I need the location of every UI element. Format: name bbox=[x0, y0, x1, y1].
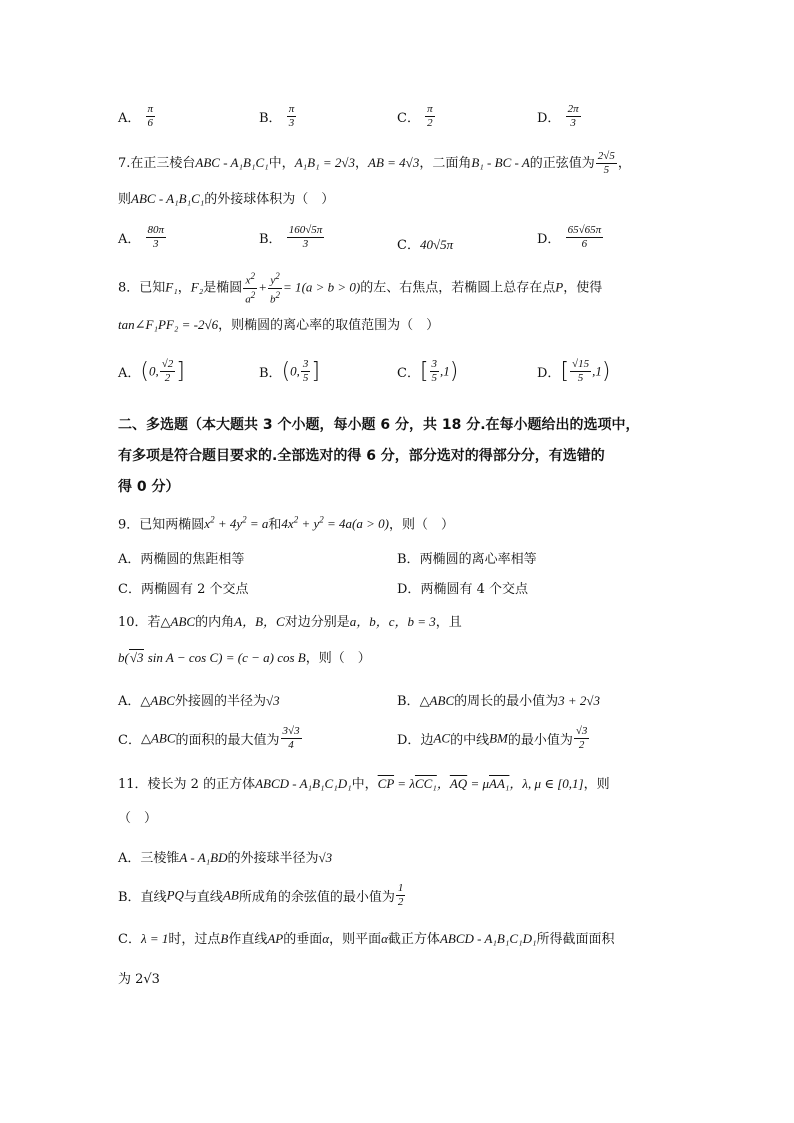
q10-stem-line1 bbox=[118, 615, 462, 629]
q10-option-d bbox=[397, 725, 590, 752]
q9-stem bbox=[118, 516, 454, 531]
text: ，则椭圆的离心率的取值范围为（ ） bbox=[218, 318, 440, 333]
q7-option-d bbox=[537, 224, 604, 251]
math: tan∠F₁PF₂ = -2√6 bbox=[118, 317, 219, 332]
fraction bbox=[287, 224, 325, 251]
math: AB = 4√3 bbox=[368, 155, 420, 170]
fraction bbox=[146, 224, 167, 251]
math: = 1 bbox=[283, 279, 302, 295]
denominator: $b^2$ bbox=[270, 289, 281, 306]
option-text: 所得截面面积 bbox=[536, 932, 615, 947]
math: ABCD - A₁B₁C₁D₁ bbox=[255, 776, 352, 791]
denominator: 3 bbox=[288, 117, 295, 129]
math: A - A₁BD bbox=[179, 850, 228, 865]
denominator: 3 bbox=[153, 238, 159, 250]
math: $4x^2 + y^2 = 4a(a > 0)$ bbox=[281, 515, 389, 532]
numerator: 2π bbox=[567, 103, 579, 115]
text: 的左、右焦点，若椭圆上总存在点 bbox=[360, 280, 556, 296]
math: ABCD - A₁B₁C₁D₁ bbox=[439, 931, 537, 946]
q10-option-c bbox=[118, 725, 303, 752]
math: F₁ bbox=[165, 279, 178, 295]
math: λ = 1 bbox=[140, 931, 169, 946]
fraction bbox=[574, 725, 590, 752]
option-text: 两椭圆有 2 个交点 bbox=[140, 582, 249, 597]
option-text: 的最小值为 bbox=[507, 733, 573, 748]
option-text: 的面积的最大值为 bbox=[175, 733, 280, 748]
fraction bbox=[430, 358, 440, 385]
fraction bbox=[566, 103, 581, 130]
fraction bbox=[566, 224, 604, 251]
option-text: 作直线 bbox=[228, 932, 268, 947]
math: (a > b > 0) bbox=[301, 279, 361, 295]
math: △ABC bbox=[419, 693, 455, 708]
q11-option-c-line1 bbox=[118, 932, 615, 946]
text: 10．若 bbox=[118, 615, 161, 630]
math: 0, bbox=[290, 363, 300, 379]
math: + bbox=[258, 279, 268, 295]
open-paren: ( bbox=[140, 359, 149, 384]
math: $\overline{CP} = \lambda CC_1$，$\overline{AQ} = \mu AA_1$， bbox=[377, 776, 523, 791]
fraction bbox=[160, 358, 176, 385]
fraction bbox=[243, 270, 257, 306]
option-letter: A． bbox=[118, 111, 141, 126]
section-header-line3: 得 0 分） bbox=[118, 479, 180, 495]
fraction bbox=[596, 150, 617, 177]
option-letter: B． bbox=[397, 552, 420, 567]
math: F₂ bbox=[190, 279, 204, 295]
text: 的外接球体积为（ ） bbox=[204, 192, 335, 207]
numerator: 2√5 bbox=[597, 150, 615, 162]
text: 中， bbox=[268, 156, 295, 171]
math: ABC - A₁B₁C₁ bbox=[131, 191, 205, 206]
denominator: 5 bbox=[302, 372, 309, 384]
section-header-line1: 二、多选题（本大题共 3 个小题，每小题 6 分，共 18 分.在每小题给出的选项中， bbox=[118, 417, 640, 433]
open-bracket: [ bbox=[560, 359, 570, 384]
math: λ, μ ∈ [0,1] bbox=[522, 776, 584, 791]
text: 是椭圆 bbox=[203, 280, 243, 296]
q9-option-d bbox=[397, 583, 528, 596]
numerator: √2 bbox=[161, 358, 174, 370]
q7-option-b bbox=[259, 224, 325, 251]
option-letter: A． bbox=[118, 366, 141, 381]
open-bracket: [ bbox=[419, 359, 429, 384]
numerator: 80π bbox=[147, 224, 165, 236]
option-letter: D． bbox=[397, 582, 421, 597]
q9-option-b bbox=[397, 553, 537, 566]
denominator: 3 bbox=[302, 238, 309, 250]
denominator: 2 bbox=[427, 117, 433, 129]
denominator: 6 bbox=[147, 117, 154, 129]
fraction bbox=[425, 103, 435, 130]
option-text: 直线 bbox=[140, 890, 167, 905]
q7-stem-line2 bbox=[118, 192, 334, 206]
text: ，二面角 bbox=[419, 156, 472, 171]
numerator: 3 bbox=[302, 358, 309, 370]
math: A₁B₁ = 2√3 bbox=[294, 155, 356, 170]
numerator: $y^2$ bbox=[268, 270, 282, 289]
option-text: 截正方体 bbox=[387, 932, 440, 947]
numerator: 3 bbox=[431, 358, 438, 370]
text: ，则（ ） bbox=[388, 517, 454, 533]
denominator: 5 bbox=[577, 372, 584, 384]
q10-option-a bbox=[118, 694, 280, 708]
math: b(√3 sin A − cos C) = (c − a) cos B bbox=[118, 650, 306, 665]
math: P bbox=[555, 279, 564, 295]
option-letter: B． bbox=[259, 366, 282, 381]
q7-option-a bbox=[118, 224, 167, 251]
option-text: 边 bbox=[420, 733, 434, 748]
text: 8．已知 bbox=[118, 280, 166, 296]
fraction bbox=[146, 103, 156, 130]
option-letter: A． bbox=[118, 694, 141, 709]
option-text: 与直线 bbox=[183, 890, 223, 905]
text: 中， bbox=[351, 777, 378, 792]
option-text: ，则平面 bbox=[329, 932, 382, 947]
q6-option-a bbox=[118, 103, 156, 130]
text: ， bbox=[617, 156, 631, 171]
q8-option-b bbox=[259, 358, 320, 385]
q8-stem-line1 bbox=[118, 270, 602, 306]
math: ,1 bbox=[592, 363, 602, 379]
numerator: √15 bbox=[572, 358, 590, 370]
math: △ABC bbox=[140, 693, 175, 708]
q8-option-c bbox=[397, 358, 458, 385]
option-text: 所成角的余弦值的最小值为 bbox=[238, 890, 395, 905]
option-letter: B． bbox=[397, 694, 420, 709]
fraction bbox=[301, 358, 311, 385]
math: A，B，C bbox=[234, 614, 285, 629]
math: AB bbox=[222, 887, 239, 903]
close-paren: ) bbox=[601, 359, 611, 384]
option-letter: A． bbox=[118, 232, 141, 247]
text: 的内角 bbox=[195, 615, 235, 630]
text: 的正弦值为 bbox=[529, 156, 595, 171]
math: ABC - A₁B₁C₁ bbox=[195, 155, 269, 170]
denominator: 5 bbox=[603, 164, 610, 176]
q11-option-c-line2: 为 2√3 bbox=[118, 972, 160, 987]
text: ， bbox=[177, 280, 191, 296]
option-letter: C． bbox=[397, 238, 420, 253]
math: $x^2 + 4y^2 = a$ bbox=[204, 515, 269, 532]
option-text: 的周长的最小值为 bbox=[454, 694, 559, 709]
text: 和 bbox=[268, 517, 282, 533]
math: BM bbox=[489, 730, 508, 746]
numerator: π bbox=[427, 103, 433, 115]
q8-option-d bbox=[537, 358, 610, 385]
q7-option-c bbox=[397, 234, 453, 253]
fraction bbox=[287, 103, 297, 130]
option-letter: D． bbox=[397, 733, 421, 748]
q6-option-b bbox=[259, 103, 297, 130]
numerator: 3√3 bbox=[282, 725, 300, 737]
fraction bbox=[281, 725, 302, 752]
q6-option-d bbox=[537, 103, 582, 130]
text: 对边分别是 bbox=[284, 615, 350, 630]
section-header-line2: 有多项是符合题目要求的.全部选对的得 6 分，部分选对的得部分分，有选错的 bbox=[118, 448, 605, 464]
open-paren: ( bbox=[281, 359, 291, 384]
math: 40√5π bbox=[419, 237, 454, 252]
text: ，则（ ） bbox=[305, 651, 371, 666]
option-text: 的垂面 bbox=[283, 932, 323, 947]
math: △ABC bbox=[160, 614, 196, 629]
option-text: 的外接球半径为 bbox=[227, 851, 319, 866]
q8-option-a bbox=[118, 358, 185, 385]
option-letter: C． bbox=[118, 582, 141, 597]
q9-option-c bbox=[118, 583, 249, 596]
numerator: $x^2$ bbox=[243, 270, 257, 289]
math: B₁ - BC - A bbox=[471, 155, 530, 170]
option-letter: A． bbox=[118, 552, 141, 567]
text: 则 bbox=[118, 192, 132, 207]
option-letter: B． bbox=[118, 890, 141, 905]
q11-stem-line2: （ ） bbox=[118, 811, 158, 826]
denominator: 5 bbox=[431, 372, 438, 384]
denominator: 2 bbox=[164, 372, 171, 384]
text: 11．棱长为 2 的正方体 bbox=[118, 777, 256, 792]
close-bracket: ] bbox=[311, 359, 320, 384]
math: 3 + 2√3 bbox=[558, 693, 601, 708]
option-text: 时，过点 bbox=[168, 932, 221, 947]
q8-stem-line2 bbox=[118, 318, 439, 332]
denominator: 3 bbox=[570, 117, 576, 129]
q11-option-a bbox=[118, 851, 332, 865]
q7-stem-line1 bbox=[118, 150, 631, 177]
math: △ABC bbox=[140, 730, 176, 746]
option-text: 两椭圆的焦距相等 bbox=[140, 552, 245, 567]
math: AP bbox=[267, 931, 284, 946]
fraction bbox=[570, 358, 591, 385]
denominator: 6 bbox=[581, 238, 588, 250]
numerator: π bbox=[288, 103, 295, 115]
denominator: $a^2$ bbox=[245, 289, 256, 306]
fraction bbox=[396, 882, 406, 909]
q6-option-c bbox=[397, 103, 436, 130]
numerator: π bbox=[147, 103, 154, 115]
q10-option-b bbox=[397, 694, 600, 708]
option-letter: B． bbox=[259, 232, 282, 247]
text: ，且 bbox=[435, 615, 462, 630]
close-bracket: ] bbox=[176, 359, 185, 384]
numerator: √3 bbox=[575, 725, 588, 737]
math: √3 bbox=[265, 693, 280, 708]
math: α bbox=[381, 931, 388, 946]
math: PQ bbox=[166, 887, 184, 903]
close-paren: ) bbox=[449, 359, 459, 384]
numerator: 65√65π bbox=[567, 224, 602, 236]
option-letter: B． bbox=[259, 111, 282, 126]
math: α bbox=[322, 931, 330, 946]
option-letter: A． bbox=[118, 851, 141, 866]
option-letter: D． bbox=[537, 366, 561, 381]
math: a，b，c，b = 3 bbox=[349, 614, 436, 629]
q11-stem-line1 bbox=[118, 777, 610, 791]
q10-stem-line2 bbox=[118, 651, 371, 665]
math: 0, bbox=[148, 363, 159, 379]
math: √3 bbox=[318, 850, 333, 865]
denominator: 2 bbox=[397, 896, 404, 908]
option-text: 两椭圆的离心率相等 bbox=[419, 552, 537, 567]
option-text: 三棱锥 bbox=[140, 851, 180, 866]
text: 7.在正三棱台 bbox=[118, 156, 196, 171]
text: ，则 bbox=[583, 777, 610, 792]
text: ，使得 bbox=[563, 280, 603, 296]
math: ,1 bbox=[440, 363, 450, 379]
text: ， bbox=[355, 156, 369, 171]
option-letter: D． bbox=[537, 111, 561, 126]
numerator: 160√5π bbox=[288, 224, 323, 236]
option-letter: C． bbox=[397, 366, 420, 381]
q9-option-a bbox=[118, 553, 244, 566]
denominator: 2 bbox=[578, 739, 585, 751]
option-letter: D． bbox=[537, 232, 561, 247]
option-letter: C． bbox=[397, 111, 420, 126]
option-letter: C． bbox=[118, 733, 141, 748]
option-letter: C． bbox=[118, 932, 141, 947]
denominator: 4 bbox=[288, 739, 294, 751]
q11-option-b bbox=[118, 882, 406, 909]
text: 9．已知两椭圆 bbox=[118, 517, 205, 533]
option-text: 的中线 bbox=[450, 733, 490, 748]
option-text: 外接圆的半径为 bbox=[174, 694, 266, 709]
math: AC bbox=[433, 730, 451, 746]
math: B bbox=[220, 931, 229, 946]
fraction bbox=[268, 270, 282, 306]
numerator: 1 bbox=[397, 882, 404, 894]
option-text: 两椭圆有 4 个交点 bbox=[420, 582, 528, 597]
